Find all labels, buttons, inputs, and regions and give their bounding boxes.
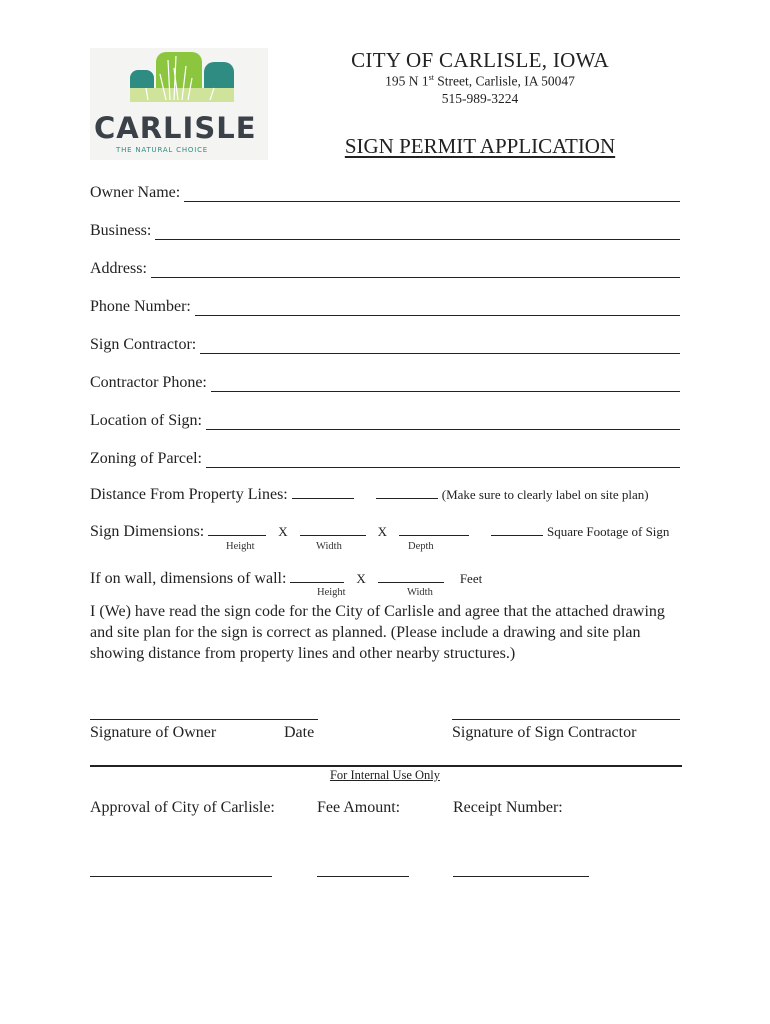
business-field[interactable] (90, 216, 680, 240)
phone-number-label: Phone Number: (90, 298, 191, 315)
zoning-of-parcel-field[interactable] (90, 444, 680, 468)
wall-x-separator: X (356, 571, 366, 586)
square-footage-label: Square Footage of Sign (547, 524, 670, 539)
contractor-signature-label: Signature of Sign Contractor (452, 724, 637, 741)
zoning-of-parcel-line[interactable] (206, 449, 680, 468)
wall-height-blank[interactable] (290, 568, 344, 583)
fee-amount-line[interactable] (317, 876, 409, 877)
sign-contractor-line[interactable] (200, 335, 680, 354)
owner-signature-label: Signature of Owner (90, 724, 217, 741)
fee-amount-label: Fee Amount: (317, 799, 401, 816)
business-label: Business: (90, 222, 152, 239)
form-title: SIGN PERMIT APPLICATION (344, 134, 616, 158)
x-separator-2: X (377, 524, 388, 539)
address-label: Address: (90, 260, 147, 277)
contractor-phone-label: Contractor Phone: (90, 374, 207, 391)
city-phone: 515-989-3224 (441, 91, 519, 106)
city-logo (90, 48, 268, 160)
zoning-of-parcel-label: Zoning of Parcel: (90, 450, 202, 467)
svg-text:CARLISLE: CARLISLE (94, 111, 257, 145)
sign-width-caption: Width (316, 541, 342, 552)
location-of-sign-field[interactable] (90, 406, 680, 430)
sign-height-caption: Height (226, 541, 255, 552)
square-footage-blank[interactable] (491, 521, 543, 536)
wall-dimensions-row (90, 568, 690, 588)
location-of-sign-label: Location of Sign: (90, 412, 202, 429)
sign-dimensions-row (90, 521, 690, 541)
sign-contractor-label: Sign Contractor: (90, 336, 197, 353)
sign-width-blank[interactable] (300, 521, 366, 536)
wall-height-caption: Height (317, 587, 346, 598)
sign-contractor-field[interactable] (90, 330, 680, 354)
owner-name-label: Owner Name: (90, 184, 181, 201)
owner-name-field[interactable] (90, 178, 680, 202)
phone-number-line[interactable] (195, 297, 680, 316)
x-separator-1: X (278, 524, 288, 539)
wall-dimensions-label: If on wall, dimensions of wall: (90, 570, 287, 587)
sign-height-blank[interactable] (208, 521, 266, 536)
internal-use-heading: For Internal Use Only (329, 768, 441, 782)
wall-width-blank[interactable] (378, 568, 444, 583)
contractor-phone-field[interactable] (90, 368, 680, 392)
address-line[interactable] (151, 259, 680, 278)
svg-text:THE NATURAL CHOICE: THE NATURAL CHOICE (116, 146, 208, 154)
contractor-signature-line[interactable] (452, 719, 680, 720)
distance-row (90, 484, 690, 504)
sign-depth-blank[interactable] (399, 521, 469, 536)
agreement-statement: I (We) have read the sign code for the City of Carlisle and agree that the attached drawing and site plan for the sign is correct as planned. (Please include a drawing and site plan showing distance from property lines and other nearby structures.) (90, 603, 665, 662)
owner-signature-line[interactable] (90, 719, 318, 720)
date-label: Date (284, 724, 315, 741)
owner-name-line[interactable] (184, 183, 680, 202)
distance-blank-2[interactable] (376, 484, 438, 499)
location-of-sign-line[interactable] (206, 411, 680, 430)
sign-depth-caption: Depth (408, 541, 434, 552)
distance-note: (Make sure to clearly label on site plan) (441, 487, 649, 502)
receipt-number-line[interactable] (453, 876, 589, 877)
feet-label: Feet (459, 571, 483, 586)
carlisle-logo-graphic (90, 48, 268, 160)
sign-dimensions-label: Sign Dimensions: (90, 523, 205, 540)
receipt-number-label: Receipt Number: (453, 799, 563, 816)
city-address: 195 N 1st Street, Carlisle, IA 50047 (385, 73, 575, 89)
phone-number-field[interactable] (90, 292, 680, 316)
approval-label: Approval of City of Carlisle: (90, 799, 275, 816)
distance-label: Distance From Property Lines: (90, 486, 288, 503)
approval-line[interactable] (90, 876, 272, 877)
wall-width-caption: Width (407, 587, 433, 598)
distance-blank-1[interactable] (292, 484, 354, 499)
address-field[interactable] (90, 254, 680, 278)
internal-divider (90, 765, 682, 767)
business-line[interactable] (155, 221, 680, 240)
contractor-phone-line[interactable] (211, 373, 680, 392)
city-name: CITY OF CARLISLE, IOWA (351, 48, 609, 72)
